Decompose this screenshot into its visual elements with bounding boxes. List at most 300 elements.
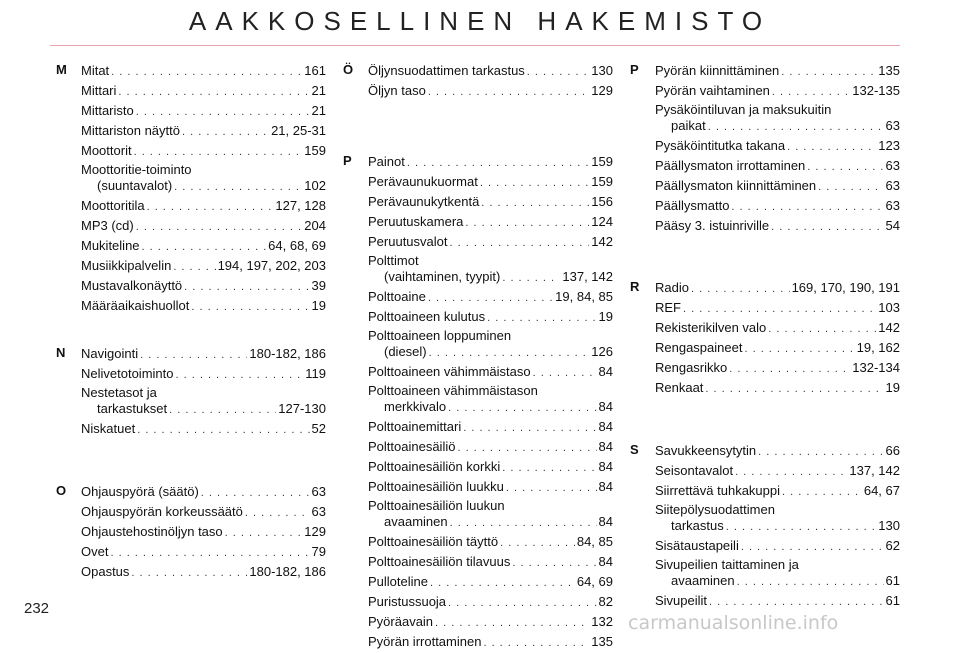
entry-heading: Polttimot	[368, 253, 419, 268]
entry-name: Ohjaustehostinöljyn taso	[81, 524, 223, 539]
index-entry[interactable]	[368, 498, 613, 532]
entry-line	[81, 237, 326, 256]
index-entry[interactable]	[81, 122, 326, 141]
dot-leader	[450, 514, 597, 532]
index-entry[interactable]	[81, 257, 326, 276]
entry-line	[655, 442, 900, 461]
entry-page-numbers[interactable]: 54	[885, 218, 900, 233]
index-entry[interactable]	[368, 553, 613, 572]
entry-name: REF	[655, 300, 681, 315]
dot-leader	[741, 538, 884, 556]
entry-page-numbers[interactable]: 124	[591, 214, 613, 229]
entry-name: Perävaunukuormat	[368, 174, 478, 189]
index-entry[interactable]	[368, 253, 613, 287]
entry-page-numbers[interactable]: 84	[598, 399, 613, 414]
entry-page-numbers[interactable]: 63	[885, 118, 900, 133]
entry-name: Mustavalkonäyttö	[81, 278, 183, 293]
entry-list	[81, 483, 326, 583]
entry-page-numbers[interactable]: 126	[591, 344, 613, 359]
index-entry[interactable]	[81, 142, 326, 161]
dot-leader	[502, 459, 596, 477]
entry-page-numbers[interactable]: 21	[311, 103, 326, 118]
entry-name: Polttoaineen kulutus	[368, 309, 486, 324]
index-entry[interactable]	[81, 420, 326, 439]
index-entry[interactable]	[368, 193, 613, 212]
entry-page-numbers[interactable]: 129	[591, 83, 613, 98]
index-entry[interactable]	[655, 442, 900, 461]
index-entry[interactable]	[368, 328, 613, 362]
entry-line	[655, 379, 900, 398]
dot-leader	[448, 399, 596, 417]
index-entry[interactable]	[655, 502, 900, 536]
entry-name: (vaihtaminen, tyypit)	[384, 269, 501, 284]
index-entry[interactable]	[368, 62, 613, 81]
entry-name: paikat	[671, 118, 706, 133]
entry-name: Päällysmatto	[655, 198, 730, 213]
entry-line	[368, 268, 613, 287]
entry-page-numbers[interactable]: 142	[878, 320, 900, 335]
entry-line	[368, 233, 613, 252]
entry-name: Pulloteline	[368, 574, 428, 589]
dot-leader	[176, 366, 304, 384]
entry-page-numbers[interactable]: 84	[598, 439, 613, 454]
index-entry[interactable]	[655, 279, 900, 298]
entry-page-numbers[interactable]: 204	[304, 218, 326, 233]
entry-page-numbers[interactable]: 64, 69	[576, 574, 613, 589]
index-entry[interactable]	[81, 197, 326, 216]
dot-leader	[136, 103, 310, 121]
dot-leader	[430, 574, 575, 592]
entry-page-numbers[interactable]: 39	[311, 278, 326, 293]
index-entry[interactable]	[655, 299, 900, 318]
index-entry[interactable]	[655, 197, 900, 216]
entry-line	[368, 363, 613, 382]
watermark: carmanualsonline.info	[628, 612, 839, 634]
index-entry[interactable]	[655, 359, 900, 378]
entry-name: Pyörän kiinnittäminen	[655, 63, 780, 78]
entry-line	[368, 533, 613, 552]
index-entry[interactable]	[655, 482, 900, 501]
entry-page-numbers[interactable]: 19, 162	[856, 340, 900, 355]
index-entry[interactable]	[655, 157, 900, 176]
entry-list	[655, 279, 900, 399]
entry-name: avaaminen	[384, 514, 448, 529]
index-entry[interactable]	[368, 213, 613, 232]
dot-leader	[137, 421, 309, 439]
entry-line	[81, 483, 326, 502]
title-divider	[50, 45, 900, 46]
entry-name: Rengaspaineet	[655, 340, 743, 355]
dot-leader	[450, 234, 590, 252]
entry-page-numbers[interactable]: 61	[885, 593, 900, 608]
entry-page-numbers[interactable]: 137, 142	[562, 269, 613, 284]
entry-page-numbers[interactable]: 159	[304, 143, 326, 158]
dot-leader	[428, 83, 589, 101]
dot-leader	[758, 443, 883, 461]
entry-line	[368, 398, 613, 417]
index-entry[interactable]	[81, 483, 326, 502]
group-letter: P	[630, 62, 639, 77]
entry-page-numbers[interactable]: 159	[591, 154, 613, 169]
entry-line	[368, 173, 613, 192]
entry-line	[81, 543, 326, 562]
entry-line	[655, 137, 900, 156]
entry-name: Mittaristo	[81, 103, 134, 118]
entry-page-numbers[interactable]: 132-134	[852, 360, 900, 375]
entry-name: merkkivalo	[384, 399, 447, 414]
entry-page-numbers[interactable]: 66	[885, 443, 900, 458]
index-entry[interactable]	[81, 62, 326, 81]
entry-name: Polttoainesäiliön luukku	[368, 479, 504, 494]
entry-name: Peruutusvalot	[368, 234, 448, 249]
index-entry[interactable]	[81, 543, 326, 562]
dot-leader	[142, 238, 267, 256]
entry-page-numbers[interactable]: 82	[598, 594, 613, 609]
index-entry[interactable]	[655, 557, 900, 591]
index-entry[interactable]	[81, 345, 326, 364]
index-entry[interactable]	[368, 633, 613, 652]
dot-leader	[457, 439, 596, 457]
dot-leader	[787, 138, 876, 156]
entry-name: Radio	[655, 280, 689, 295]
entry-page-numbers[interactable]: 63	[885, 198, 900, 213]
index-entry[interactable]	[368, 153, 613, 172]
index-entry[interactable]	[655, 177, 900, 196]
index-entry[interactable]	[655, 462, 900, 481]
entry-line	[655, 359, 900, 378]
entry-page-numbers[interactable]: 64, 67	[863, 483, 900, 498]
index-entry[interactable]	[81, 503, 326, 522]
index-entry[interactable]	[81, 385, 326, 419]
entry-name: Määräaikaishuollot	[81, 298, 190, 313]
dot-leader	[174, 178, 302, 196]
index-entry[interactable]	[81, 297, 326, 316]
entry-page-numbers[interactable]: 142	[591, 234, 613, 249]
index-entry[interactable]	[368, 173, 613, 192]
entry-line	[655, 537, 900, 556]
index-entry[interactable]	[81, 277, 326, 296]
entry-page-numbers[interactable]: 180-182, 186	[249, 564, 326, 579]
entry-line	[655, 117, 900, 136]
group-letter: R	[630, 279, 640, 294]
entry-name: Polttoaine	[368, 289, 426, 304]
entry-line	[368, 308, 613, 327]
dot-leader	[480, 174, 589, 192]
dot-leader	[500, 534, 575, 552]
entry-line	[368, 593, 613, 612]
index-entry[interactable]	[368, 288, 613, 307]
entry-name: Pääsy 3. istuinriville	[655, 218, 770, 233]
dot-leader	[136, 218, 303, 236]
entry-line	[368, 478, 613, 497]
entry-name: Puristussuoja	[368, 594, 447, 609]
entry-line	[81, 345, 326, 364]
entry-line	[81, 62, 326, 81]
entry-line	[368, 343, 613, 362]
entry-name: Seisontavalot	[655, 463, 734, 478]
dot-leader	[465, 214, 589, 232]
entry-name: Ovet	[81, 544, 109, 559]
entry-name: Pyörän vaihtaminen	[655, 83, 770, 98]
entry-name: (diesel)	[384, 344, 427, 359]
dot-leader	[708, 118, 884, 136]
index-entry[interactable]	[368, 478, 613, 497]
entry-line	[655, 197, 900, 216]
group-letter: N	[56, 345, 66, 360]
index-entry[interactable]	[368, 233, 613, 252]
entry-line	[81, 420, 326, 439]
entry-name: Moottoritila	[81, 198, 145, 213]
entry-name: Niskatuet	[81, 421, 136, 436]
entry-line	[368, 458, 613, 477]
entry-name: Rekisterikilven valo	[655, 320, 767, 335]
index-entry[interactable]	[368, 383, 613, 417]
index-entry[interactable]	[368, 573, 613, 592]
entry-page-numbers[interactable]: 62	[885, 538, 900, 553]
entry-page-numbers[interactable]: 84	[598, 364, 613, 379]
page-number: 232	[24, 600, 50, 617]
entry-page-numbers[interactable]: 21, 25-31	[271, 123, 326, 138]
dot-leader	[782, 483, 862, 501]
entry-name: Perävaunukytkentä	[368, 194, 480, 209]
entry-page-numbers[interactable]: 132-135	[852, 83, 900, 98]
entry-name: tarkastukset	[97, 401, 168, 416]
entry-page-numbers[interactable]: 135	[878, 63, 900, 78]
entry-page-numbers[interactable]: 129	[304, 524, 326, 539]
entry-name: MP3 (cd)	[81, 218, 134, 233]
index-entry[interactable]	[655, 379, 900, 398]
entry-line	[81, 142, 326, 161]
entry-list	[655, 442, 900, 612]
entry-page-numbers[interactable]: 84, 85	[576, 534, 613, 549]
entry-line	[81, 523, 326, 542]
entry-line	[655, 319, 900, 338]
dot-leader	[110, 544, 309, 562]
entry-line	[655, 592, 900, 611]
index-entry[interactable]	[81, 162, 326, 196]
entry-page-numbers[interactable]: 84	[598, 514, 613, 529]
dot-leader	[191, 298, 309, 316]
entry-heading: Polttoaineen vähimmäistason	[368, 383, 538, 398]
index-entry[interactable]	[81, 365, 326, 384]
entry-line	[368, 633, 613, 652]
group-letter: Ö	[343, 62, 354, 77]
index-entry[interactable]	[655, 102, 900, 136]
dot-leader	[201, 484, 310, 502]
entry-heading: Moottoritie-toiminto	[81, 162, 192, 177]
entry-page-numbers[interactable]: 63	[885, 178, 900, 193]
entry-page-numbers[interactable]: 19	[885, 380, 900, 395]
entry-line	[368, 613, 613, 632]
entry-line	[655, 517, 900, 536]
entry-page-numbers[interactable]: 84	[598, 479, 613, 494]
entry-page-numbers[interactable]: 135	[591, 634, 613, 649]
index-entry[interactable]	[368, 458, 613, 477]
index-entry[interactable]	[655, 319, 900, 338]
entry-page-numbers[interactable]: 102	[304, 178, 326, 193]
entry-line	[81, 365, 326, 384]
entry-page-numbers[interactable]: 161	[304, 63, 326, 78]
entry-name: Peruutuskamera	[368, 214, 464, 229]
entry-name: Savukkeensytytin	[655, 443, 757, 458]
index-entry[interactable]	[655, 592, 900, 611]
entry-line	[81, 257, 326, 276]
entry-page-numbers[interactable]: 130	[591, 63, 613, 78]
entry-page-numbers[interactable]: 127-130	[278, 401, 326, 416]
entry-line	[81, 277, 326, 296]
entry-line	[368, 513, 613, 532]
entry-page-numbers[interactable]: 127, 128	[275, 198, 326, 213]
dot-leader	[118, 83, 309, 101]
dot-leader	[735, 463, 847, 481]
entry-name: Polttoainemittari	[368, 419, 462, 434]
entry-name: avaaminen	[671, 573, 735, 588]
entry-name: Pyöräavain	[368, 614, 434, 629]
entry-line	[368, 573, 613, 592]
entry-page-numbers[interactable]: 63	[311, 484, 326, 499]
entry-line	[81, 217, 326, 236]
entry-name: Navigointi	[81, 346, 139, 361]
index-entry[interactable]	[81, 102, 326, 121]
entry-list	[81, 62, 326, 317]
index-entry[interactable]	[655, 82, 900, 101]
dot-leader	[527, 63, 590, 81]
group-letter: O	[56, 483, 67, 498]
dot-leader	[771, 218, 883, 236]
entry-page-numbers[interactable]: 52	[311, 421, 326, 436]
entry-list	[368, 153, 613, 653]
entry-page-numbers[interactable]: 64, 68, 69	[268, 238, 326, 253]
index-entry[interactable]	[655, 62, 900, 81]
entry-page-numbers[interactable]: 19, 84, 85	[555, 289, 613, 304]
dot-leader	[726, 518, 877, 536]
entry-name: Sisätaustapeili	[655, 538, 739, 553]
index-entry[interactable]	[368, 308, 613, 327]
dot-leader	[184, 278, 309, 296]
entry-name: Polttoainesäiliön korkki	[368, 459, 501, 474]
entry-page-numbers[interactable]: 21	[311, 83, 326, 98]
entry-name: Polttoainesäiliön tilavuus	[368, 554, 511, 569]
entry-name: Pysäköintitutka takana	[655, 138, 786, 153]
entry-name: (suuntavalot)	[97, 178, 173, 193]
entry-page-numbers[interactable]: 63	[885, 158, 900, 173]
entry-page-numbers[interactable]: 130	[878, 518, 900, 533]
dot-leader	[463, 419, 596, 437]
entry-heading: Pysäköintiluvan ja maksukuitin	[655, 102, 832, 117]
entry-line	[81, 297, 326, 316]
index-entry[interactable]	[655, 137, 900, 156]
entry-line	[655, 572, 900, 591]
group-letter: P	[343, 153, 352, 168]
index-entry[interactable]	[81, 563, 326, 582]
entry-page-numbers[interactable]: 19	[311, 298, 326, 313]
index-entry[interactable]	[368, 438, 613, 457]
index-entry[interactable]	[81, 82, 326, 101]
entry-name: tarkastus	[671, 518, 724, 533]
entry-name: Polttoaineen vähimmäistaso	[368, 364, 531, 379]
entry-page-numbers[interactable]: 137, 142	[849, 463, 900, 478]
entry-page-numbers[interactable]: 19	[598, 309, 613, 324]
index-entry[interactable]	[81, 237, 326, 256]
entry-name: Öljynsuodattimen tarkastus	[368, 63, 525, 78]
index-entry[interactable]	[368, 418, 613, 437]
entry-line	[655, 177, 900, 196]
index-entry[interactable]	[81, 217, 326, 236]
entry-page-numbers[interactable]: 84	[598, 459, 613, 474]
index-entry[interactable]	[368, 533, 613, 552]
entry-page-numbers[interactable]: 180-182, 186	[249, 346, 326, 361]
dot-leader	[744, 340, 854, 358]
entry-line	[368, 193, 613, 212]
entry-page-numbers[interactable]: 119	[305, 366, 326, 381]
index-entry[interactable]	[655, 339, 900, 358]
entry-name: Polttoainesäiliön täyttö	[368, 534, 499, 549]
entry-page-numbers[interactable]: 123	[878, 138, 900, 153]
entry-line	[368, 62, 613, 81]
entry-line	[368, 213, 613, 232]
index-entry[interactable]	[81, 523, 326, 542]
dot-leader	[483, 634, 589, 652]
index-entry[interactable]	[368, 363, 613, 382]
entry-page-numbers[interactable]: 61	[885, 573, 900, 588]
dot-leader	[225, 524, 303, 542]
dot-leader	[768, 320, 876, 338]
dot-leader	[691, 280, 790, 298]
entry-page-numbers[interactable]: 169, 170, 190, 191	[791, 280, 900, 295]
dot-leader	[506, 479, 597, 497]
entry-name: Päällysmaton irrottaminen	[655, 158, 806, 173]
entry-page-numbers[interactable]: 63	[311, 504, 326, 519]
entry-page-numbers[interactable]: 79	[311, 544, 326, 559]
entry-name: Musiikkipalvelin	[81, 258, 172, 273]
dot-leader	[533, 364, 597, 382]
index-entry[interactable]	[368, 82, 613, 101]
entry-line	[655, 62, 900, 81]
dot-leader	[448, 594, 596, 612]
entry-line	[655, 299, 900, 318]
entry-name: Painot	[368, 154, 405, 169]
entry-heading: Polttoainesäiliön luukun	[368, 498, 505, 513]
index-entry[interactable]	[368, 613, 613, 632]
dot-leader	[169, 401, 276, 419]
index-entry[interactable]	[655, 537, 900, 556]
entry-page-numbers[interactable]: 159	[591, 174, 613, 189]
entry-name: Rengasrikko	[655, 360, 728, 375]
dot-leader	[140, 346, 247, 364]
entry-page-numbers[interactable]: 194, 197, 202, 203	[217, 258, 326, 273]
entry-line	[655, 157, 900, 176]
entry-page-numbers[interactable]: 84	[598, 419, 613, 434]
dot-leader	[487, 309, 596, 327]
entry-page-numbers[interactable]: 84	[598, 554, 613, 569]
entry-list	[368, 62, 613, 102]
entry-page-numbers[interactable]: 156	[591, 194, 613, 209]
entry-heading: Siitepölysuodattimen	[655, 502, 775, 517]
entry-line	[368, 82, 613, 101]
entry-name: Renkaat	[655, 380, 704, 395]
entry-heading: Sivupeilien taittaminen ja	[655, 557, 799, 572]
dot-leader	[481, 194, 589, 212]
group-letter: M	[56, 62, 67, 77]
entry-page-numbers[interactable]: 132	[591, 614, 613, 629]
index-entry[interactable]	[368, 593, 613, 612]
entry-page-numbers[interactable]: 103	[878, 300, 900, 315]
entry-line	[655, 82, 900, 101]
entry-name: Polttoainesäiliö	[368, 439, 456, 454]
entry-name: Pyörän irrottaminen	[368, 634, 482, 649]
entry-name: Nelivetotoiminto	[81, 366, 174, 381]
index-entry[interactable]	[655, 217, 900, 236]
